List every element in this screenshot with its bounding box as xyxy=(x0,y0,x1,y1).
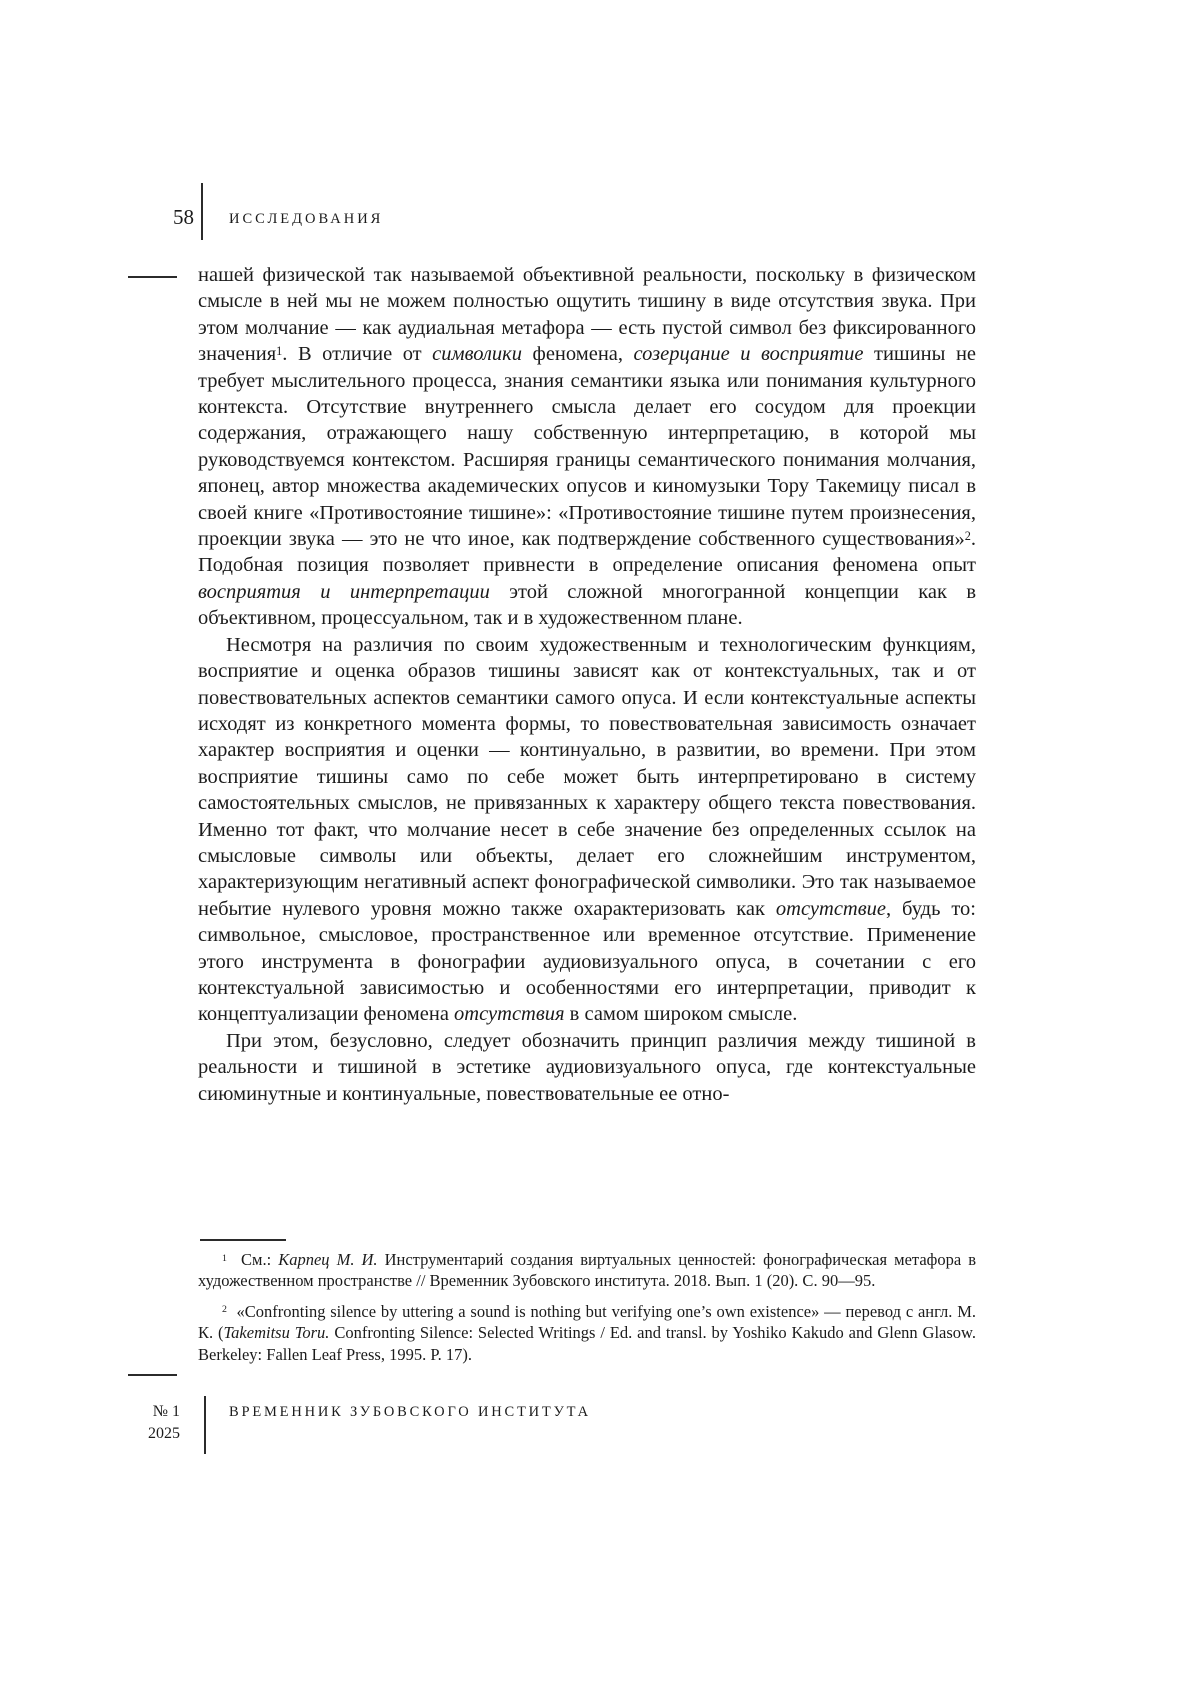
footnote-rule xyxy=(200,1239,286,1241)
footer-rule xyxy=(128,1374,177,1376)
footnotes-block xyxy=(198,1249,976,1365)
body-paragraph: Несмотря на различия по своим художественным и технологическим функциям, восприятие и оценка образов тишины зависят как от контекстуальных, так и от повествовательных аспектов семантики самого опуса. И если контекстуальные аспекты исходят из конкретного момента формы, то повествовательная зависимость означает характер восприятия и оценки — континуально, в развитии, во времени. При этом восприятие тишины само по себе может быть интерпретировано в систему самостоятельных смыслов, не привязанных к характеру общего текста повествования. Именно тот факт, что молчание несет в себе значение без определенных ссылок на смысловые символы или объекты, делает его сложнейшим инструментом, характеризующим негативный аспект фонографической символики. Это так называемое небытие нулевого уровня можно также охарактеризовать как отсутствие, будь то: символьное, смысловое, пространственное или временное отсутствие. Применение этого инструмента в фонографии аудиовизуального опуса, в сочетании с его контекстуальной зависимостью и особенностями его интерпретации, приводит к концептуализации феномена отсутствия в самом широком смысле. xyxy=(198,633,976,1026)
footnote-item: $^2$ «Confronting silence by uttering a sound is nothing but verifying one’s own existence» — перевод с англ. М. К. (Takemitsu Toru. Confronting Silence: Selected Writings / Ed. and transl. by Yoshiko Kakudo and Glenn Glasow. Berkeley: Fallen Leaf Press, 1995. P. 17). xyxy=(198,1301,977,1364)
header-rule xyxy=(128,276,177,278)
journal-title: ВРЕМЕННИК ЗУБОВСКОГО ИНСТИТУТА xyxy=(229,1404,591,1420)
header-divider xyxy=(201,183,203,240)
issue-number: № 1 xyxy=(152,1403,180,1420)
page-number: 58 xyxy=(173,205,194,229)
issue-year: 2025 xyxy=(148,1425,180,1442)
article-body xyxy=(198,262,976,1107)
footnote-item: $^1$ См.: Карпец М. И. Инструментарий создания виртуальных ценностей: фонографическая метафора в художественном пространстве // Временник Зубовского института. 2018. Вып. 1 (20). С. 90—95. xyxy=(198,1250,976,1291)
running-head: ИССЛЕДОВАНИЯ xyxy=(229,211,384,227)
footer-divider xyxy=(204,1396,206,1454)
issue-block xyxy=(116,1401,180,1445)
body-paragraph: нашей физической так называемой объективной реальности, поскольку в физическом смысле в ней мы не можем полностью ощутить тишину в виде отсутствия звука. При этом молчание — как аудиальная метафора — есть пустой символ без фиксированного значения$^1$. В отличие от символики феномена, созерцание и восприятие тишины не требует мыслительного процесса, знания семантики языка или понимания культурного контекста. Отсутствие внутреннего смысла делает его сосудом для проекции содержания, отражающего нашу собственную интерпретацию, в которой мы руководствуемся контекстом. Расширяя границы семантического понимания молчания, японец, автор множества академических опусов и киномузыки Тору Такемицу писал в своей книге «Противостояние тишине»: «Противостояние тишине путем произнесения, проекции звука — это не что иное, как подтверждение собственного существования»$^2$. Подобная позиция позволяет привнести в определение описания феномена опыт восприятия и интерпретации этой сложной многогранной концепции как в объективном, процессуальном, так и в художественном плане. xyxy=(198,264,977,630)
body-paragraph: При этом, безусловно, следует обозначить принцип различия между тишиной в реальности и тишиной в эстетике аудиовизуального опуса, где контекстуальные сиюминутные и континуальные, повествовательные ее отно- xyxy=(198,1029,976,1105)
